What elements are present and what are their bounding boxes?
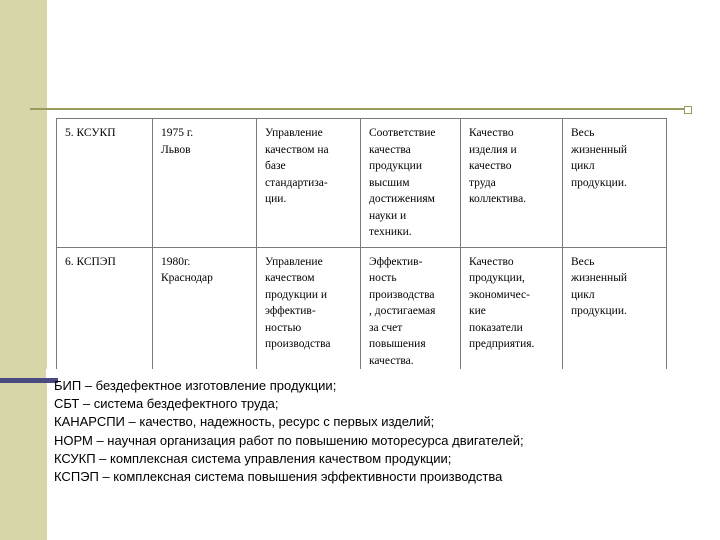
table-row [57, 247, 667, 377]
cell-management: Управление качеством продукции и эффектив- ностью производства [257, 247, 361, 377]
divider-end-square [684, 106, 692, 114]
cell-year-place: 1975 г. Львов [153, 119, 257, 248]
table-row [57, 119, 667, 248]
cell-scope: Весь жизненный цикл продукции. [563, 247, 667, 377]
cell-management: Управление качеством на базе стандартиза- ции. [257, 119, 361, 248]
slide-sidebar [0, 0, 47, 540]
cell-goal: Соответствие качества продукции высшим достижениям науки и техники. [361, 119, 461, 248]
legend-line: КАНАРСПИ – качество, надежность, ресурс с первых изделий; [54, 414, 435, 430]
cell-object: Качество изделия и качество труда коллектива. [461, 119, 563, 248]
cell-system: 6. КСПЭП [57, 247, 153, 377]
legend-line: КСУКП – комплексная система управления качеством продукции; [54, 450, 452, 466]
legend-line: БИП – бездефектное изготовление продукции; [54, 378, 337, 393]
cell-goal: Эффектив- ность производства , достигаемая за счет повышения качества. [361, 247, 461, 377]
cell-year-place: 1980г. Краснодар [153, 247, 257, 377]
cell-scope: Весь жизненный цикл продукции. [563, 119, 667, 248]
abbreviation-legend [54, 377, 674, 486]
header-divider [30, 108, 684, 110]
cell-system: 5. КСУКП [57, 119, 153, 248]
legend-line: КСПЭП – комплексная система повышения эффективности производства [54, 469, 503, 485]
cell-object: Качество продукции, экономичес- кие показатели предприятия. [461, 247, 563, 377]
legend-line: НОРМ – научная организация работ по повышению моторесурса двигателей; [54, 432, 524, 448]
legend-line: СБТ – система бездефектного труда; [54, 396, 279, 412]
legend-marker-bar [0, 378, 58, 383]
systems-table [56, 118, 667, 378]
